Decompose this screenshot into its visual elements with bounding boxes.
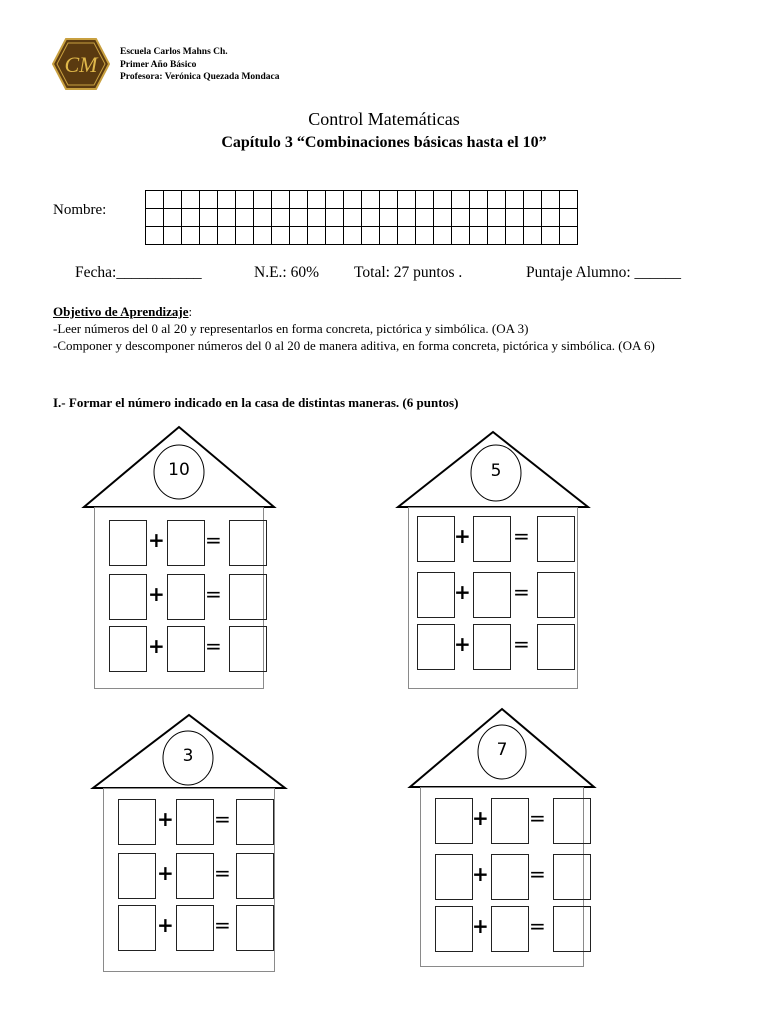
addend-box[interactable] [473,624,511,670]
house-target-number: 10 [168,460,190,480]
addend-box[interactable] [118,799,156,845]
plus-sign: + [148,634,165,658]
name-grid-cell[interactable] [146,209,164,227]
addend-box[interactable] [176,799,214,845]
equals-sign: = [513,580,530,604]
equation-row [409,572,577,618]
addend-box[interactable] [417,572,455,618]
name-grid-cell[interactable] [326,191,344,209]
name-grid-cell[interactable] [290,191,308,209]
plus-sign: + [454,580,471,604]
plus-sign: + [472,862,489,886]
name-grid-cell[interactable] [542,209,560,227]
equals-sign: = [205,582,222,606]
name-grid-cell[interactable] [398,227,416,245]
name-grid-cell[interactable] [380,191,398,209]
name-grid-cell[interactable] [470,227,488,245]
teacher-name: Profesora: Verónica Quezada Mondaca [120,72,280,82]
objective-block: Objetivo de Aprendizaje: -Leer números del 0 al 20 y representarlos en forma concreta, pictórica y simbólica. (OA 3) -Componer y descomponer números del 0 al 20 de manera aditiva, en forma concreta, pictórica y simbólica. (OA 6) [53,303,733,354]
equals-sign: = [529,862,546,886]
sum-box[interactable] [553,798,591,844]
name-grid-cell[interactable] [488,209,506,227]
name-grid-cell[interactable] [524,191,542,209]
addend-box[interactable] [109,574,147,620]
name-grid-cell[interactable] [452,191,470,209]
name-grid-cell[interactable] [236,227,254,245]
name-grid-cell[interactable] [164,209,182,227]
name-grid-cell[interactable] [488,227,506,245]
equals-sign: = [214,861,231,885]
addend-box[interactable] [417,516,455,562]
logo-lettering: CM [64,52,98,77]
name-grid-cell[interactable] [146,191,164,209]
equation-row [421,906,583,952]
sum-box[interactable] [537,572,575,618]
name-grid-cell[interactable] [416,209,434,227]
addend-box[interactable] [176,905,214,951]
name-grid-cell[interactable] [416,191,434,209]
name-grid-cell[interactable] [272,227,290,245]
equals-sign: = [513,524,530,548]
name-grid-cell[interactable] [362,227,380,245]
name-grid-cell[interactable] [380,209,398,227]
section-1-title: I.- Formar el número indicado en la casa de distintas maneras. (6 puntos) [53,395,459,410]
name-grid-cell[interactable] [416,227,434,245]
name-grid-cell[interactable] [200,191,218,209]
name-grid-cell[interactable] [236,209,254,227]
addend-box[interactable] [473,572,511,618]
equals-sign: = [214,913,231,937]
house-body [408,507,578,689]
equals-sign: = [529,806,546,830]
objective-line-1: -Leer números del 0 al 20 y representarlos en forma concreta, pictórica y simbólica. (OA 3) [53,321,529,336]
name-grid-cell[interactable] [254,209,272,227]
name-grid-cell[interactable] [380,227,398,245]
name-grid-cell[interactable] [254,191,272,209]
sum-box[interactable] [553,906,591,952]
addend-box[interactable] [491,854,529,900]
name-grid-cell[interactable] [362,191,380,209]
school-logo [52,38,110,90]
house-target-number: 7 [496,740,508,760]
addend-box[interactable] [473,516,511,562]
name-grid-cell[interactable] [398,209,416,227]
name-grid-cell[interactable] [272,209,290,227]
name-grid-cell[interactable] [542,191,560,209]
plus-sign: + [157,913,174,937]
name-grid-cell[interactable] [182,191,200,209]
addend-box[interactable] [167,520,205,566]
name-grid-cell[interactable] [452,209,470,227]
house-2 [398,430,588,687]
equation-row [421,798,583,844]
name-grid-cell[interactable] [326,209,344,227]
plus-sign: + [472,914,489,938]
equation-row [409,516,577,562]
objective-line-2: -Componer y descomponer números del 0 al 20 de manera aditiva, en forma concreta, pictórica y simbólica. (OA 6) [53,338,655,353]
name-grid-cell[interactable] [542,227,560,245]
school-info [120,46,279,84]
addend-box[interactable] [167,626,205,672]
name-grid-cell[interactable] [272,191,290,209]
house-4 [410,707,594,965]
name-grid-cell[interactable] [524,227,542,245]
addend-box[interactable] [491,798,529,844]
page-title: Control Matemáticas [308,109,460,129]
name-grid[interactable] [145,190,578,245]
equation-row [95,520,263,566]
name-grid-cell[interactable] [398,191,416,209]
addend-box[interactable] [491,906,529,952]
name-grid-cell[interactable] [362,209,380,227]
equals-sign: = [513,632,530,656]
plus-sign: + [157,861,174,885]
name-grid-cell[interactable] [290,209,308,227]
name-grid-cell[interactable] [182,209,200,227]
sum-box[interactable] [236,853,274,899]
total-label: Total: 27 puntos . [354,264,463,281]
name-grid-cell[interactable] [470,191,488,209]
objective-heading: Objetivo de Aprendizaje [53,304,189,319]
name-grid-cell[interactable] [506,227,524,245]
name-grid-cell[interactable] [236,191,254,209]
name-grid-cell[interactable] [344,209,362,227]
name-grid-cell[interactable] [308,227,326,245]
sum-box[interactable] [537,624,575,670]
addend-box[interactable] [176,853,214,899]
ne-label: N.E.: 60% [254,264,320,281]
name-grid-cell[interactable] [164,191,182,209]
addend-box[interactable] [109,626,147,672]
plus-sign: + [157,807,174,831]
addend-box[interactable] [167,574,205,620]
name-grid-cell[interactable] [434,227,452,245]
equation-row [421,854,583,900]
name-grid-cell[interactable] [434,209,452,227]
addend-box[interactable] [118,905,156,951]
name-grid-cell[interactable] [290,227,308,245]
plus-sign: + [454,524,471,548]
name-grid-cell[interactable] [164,227,182,245]
name-grid-cell[interactable] [218,191,236,209]
name-grid-cell[interactable] [452,227,470,245]
house-3 [93,713,285,970]
name-grid-cell[interactable] [326,227,344,245]
equation-row [104,905,274,951]
date-label: Fecha:___________ [75,264,202,281]
equals-sign: = [205,634,222,658]
name-grid-cell[interactable] [218,227,236,245]
addend-box[interactable] [417,624,455,670]
sum-box[interactable] [553,854,591,900]
equation-row [409,624,577,670]
name-grid-cell[interactable] [308,209,326,227]
name-grid-cell[interactable] [344,191,362,209]
equation-row [95,574,263,620]
house-target-number: 3 [182,746,194,766]
plus-sign: + [148,528,165,552]
school-name: Escuela Carlos Mahns Ch. [120,47,228,57]
addend-box[interactable] [118,853,156,899]
plus-sign: + [454,632,471,656]
name-grid-cell[interactable] [254,227,272,245]
equals-sign: = [205,528,222,552]
name-grid-cell[interactable] [182,227,200,245]
sum-box[interactable] [229,520,267,566]
sum-box[interactable] [236,799,274,845]
name-grid-cell[interactable] [560,209,578,227]
house-body [94,507,264,689]
sum-box[interactable] [537,516,575,562]
name-grid-cell[interactable] [560,191,578,209]
addend-box[interactable] [435,854,473,900]
name-grid-cell[interactable] [524,209,542,227]
house-body [103,788,275,972]
equation-row [104,853,274,899]
name-grid-cell[interactable] [560,227,578,245]
addend-box[interactable] [435,798,473,844]
name-grid-cell[interactable] [146,227,164,245]
equation-row [95,626,263,672]
plus-sign: + [148,582,165,606]
name-grid-cell[interactable] [488,191,506,209]
name-grid-cell[interactable] [308,191,326,209]
sum-box[interactable] [229,574,267,620]
addend-box[interactable] [435,906,473,952]
equation-row [104,799,274,845]
name-label: Nombre: [53,202,107,218]
addend-box[interactable] [109,520,147,566]
house-1 [84,425,274,687]
name-grid-cell[interactable] [506,209,524,227]
name-grid-cell[interactable] [344,227,362,245]
name-grid-cell[interactable] [470,209,488,227]
grade-level: Primer Año Básico [120,59,197,70]
page-subtitle: Capítulo 3 “Combinaciones básicas hasta el 10” [221,134,547,151]
house-body [420,787,584,967]
name-grid-cell[interactable] [218,209,236,227]
name-grid-cell[interactable] [506,191,524,209]
name-grid-cell[interactable] [200,227,218,245]
sum-box[interactable] [229,626,267,672]
house-target-number: 5 [490,461,502,481]
sum-box[interactable] [236,905,274,951]
equals-sign: = [529,914,546,938]
equals-sign: = [214,807,231,831]
name-grid-cell[interactable] [200,209,218,227]
name-grid-cell[interactable] [434,191,452,209]
plus-sign: + [472,806,489,830]
score-label: Puntaje Alumno: ______ [526,264,681,281]
